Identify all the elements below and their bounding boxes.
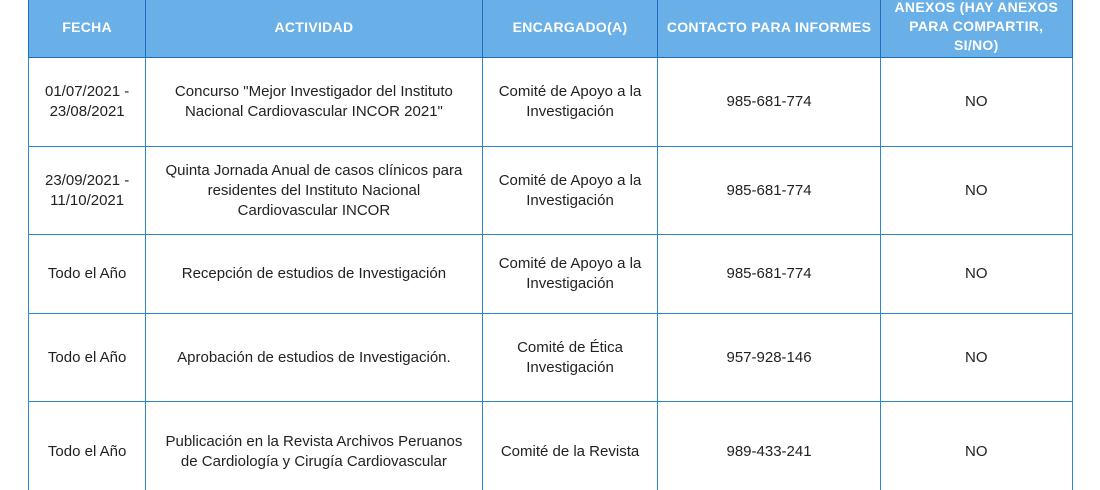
table-body <box>29 58 1073 490</box>
table-row <box>29 235 1073 314</box>
cell-encargado: Comité de Apoyo a la Investigación <box>482 147 658 235</box>
header-encargado: ENCARGADO(A) <box>482 0 658 58</box>
cell-encargado: Comité de Apoyo a la Investigación <box>482 235 658 314</box>
cell-anexos: NO <box>880 58 1072 147</box>
cell-contacto: 989-433-241 <box>658 402 880 490</box>
cell-anexos: NO <box>880 402 1072 490</box>
table-row <box>29 314 1073 402</box>
table-row <box>29 402 1073 490</box>
cell-actividad: Quinta Jornada Anual de casos clínicos para residentes del Instituto Nacional Cardiovascular INCOR <box>146 147 482 235</box>
header-anexos: ANEXOS (HAY ANEXOS PARA COMPARTIR, SI/NO) <box>880 0 1072 58</box>
cell-anexos: NO <box>880 235 1072 314</box>
header-row <box>29 0 1073 58</box>
table-header <box>29 0 1073 58</box>
header-actividad: ACTIVIDAD <box>146 0 482 58</box>
cell-actividad: Concurso "Mejor Investigador del Instituto Nacional Cardiovascular INCOR 2021" <box>146 58 482 147</box>
cell-encargado: Comité de la Revista <box>482 402 658 490</box>
activities-table <box>28 0 1073 490</box>
cell-encargado: Comité de Apoyo a la Investigación <box>482 58 658 147</box>
cell-actividad: Recepción de estudios de Investigación <box>146 235 482 314</box>
cell-anexos: NO <box>880 147 1072 235</box>
cell-actividad: Aprobación de estudios de Investigación. <box>146 314 482 402</box>
cell-contacto: 985-681-774 <box>658 147 880 235</box>
cell-contacto: 957-928-146 <box>658 314 880 402</box>
cell-fecha: Todo el Año <box>29 402 146 490</box>
header-contacto: CONTACTO PARA INFORMES <box>658 0 880 58</box>
cell-fecha: 01/07/2021 - 23/08/2021 <box>29 58 146 147</box>
cell-fecha: 23/09/2021 - 11/10/2021 <box>29 147 146 235</box>
cell-contacto: 985-681-774 <box>658 235 880 314</box>
table-row <box>29 147 1073 235</box>
cell-fecha: Todo el Año <box>29 235 146 314</box>
cell-fecha: Todo el Año <box>29 314 146 402</box>
cell-contacto: 985-681-774 <box>658 58 880 147</box>
header-fecha: FECHA <box>29 0 146 58</box>
cell-anexos: NO <box>880 314 1072 402</box>
cell-encargado: Comité de Ética Investigación <box>482 314 658 402</box>
cell-actividad: Publicación en la Revista Archivos Peruanos de Cardiología y Cirugía Cardiovascular <box>146 402 482 490</box>
table-row <box>29 58 1073 147</box>
